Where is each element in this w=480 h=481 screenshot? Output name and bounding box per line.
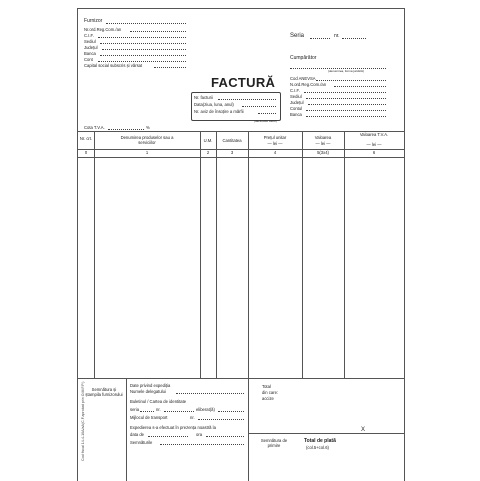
supplier-sediul-line[interactable] [100, 43, 186, 44]
buyer-anevsa-line[interactable] [316, 80, 386, 81]
buyer-anevsa-label: Cod ANEVSA [290, 76, 316, 81]
id-series-label: seria [130, 407, 140, 412]
delegate-label: Numele delegatului [130, 389, 166, 394]
transport-line[interactable] [198, 419, 244, 420]
buyer-cif-line[interactable] [304, 92, 386, 93]
header-pret-unit: — lei — [267, 141, 283, 146]
footer-divider-2 [248, 378, 249, 481]
invoice-date-label: Data(ziua, luna, anul) [194, 102, 234, 107]
series-label: Seria [290, 33, 305, 39]
shipping-label: Date privind expediția [130, 383, 171, 388]
id-nr-line[interactable] [164, 411, 194, 412]
supplier-cont-line[interactable] [98, 61, 186, 62]
supplier-judetul-line[interactable] [102, 49, 186, 50]
shipment-date-label: data de [130, 432, 144, 437]
header-cantitatea: Cantitatea [222, 138, 242, 143]
buyer-reg-line[interactable] [334, 86, 386, 87]
buyer-contul-label: Contul [290, 106, 303, 111]
table-body[interactable] [95, 158, 403, 377]
buyer-reg-label: N.ord.Reg.Com./an [290, 82, 327, 87]
header-valoarea-tva-unit: — lei — [366, 142, 382, 147]
supplier-judetul-label: Județul [84, 45, 98, 50]
of-which-label: din care: [262, 390, 279, 395]
excise-label: accize [262, 396, 274, 401]
footer-divider-1 [126, 378, 127, 481]
receipt-signature-label: Semnătura de primire [260, 438, 288, 448]
header-um: U.M. [203, 138, 213, 143]
index-col-4: 4 [273, 150, 277, 155]
total-payment-formula: (col.5+col.6) [306, 445, 329, 450]
shipment-presence-label: Expedierea s-a efectuat în prezența noastră la [130, 425, 216, 430]
buyer-name-note: (denumirea, forma juridică) [328, 69, 364, 73]
invoice-sheet [77, 8, 405, 481]
supplier-line[interactable] [106, 23, 186, 24]
series-line[interactable] [310, 38, 330, 39]
aviz-note: (dacă este cazul) [254, 119, 277, 123]
buyer-cif-label: C.I.F. [290, 88, 300, 93]
index-col-2: 2 [206, 150, 210, 155]
supplier-reg-line[interactable] [130, 31, 186, 32]
supplier-cif-label: C.I.F. [84, 33, 94, 38]
invoice-date-line[interactable] [242, 106, 276, 107]
header-valoarea-unit: — lei — [315, 141, 331, 146]
buyer-contul-line[interactable] [306, 110, 386, 111]
shipment-hour-line[interactable] [206, 436, 244, 437]
index-col-0: 0 [84, 150, 88, 155]
transport-nr-label: nr. [190, 415, 195, 420]
buyer-sediul-line[interactable] [306, 98, 386, 99]
supplier-cif-line[interactable] [98, 37, 186, 38]
signature-supplier-label: Semnătura și ștampila furnizorului [85, 387, 123, 397]
id-series-line[interactable] [140, 411, 154, 412]
total-label: Total [262, 384, 271, 389]
transport-label: Mijlocul de transport [130, 415, 168, 420]
number-label: nr. [334, 33, 340, 39]
signatures-line[interactable] [160, 444, 244, 445]
side-form-code: Cod fiscal 14-4-10A/aA(C.F.aprobat prin O.M.F.P.) [81, 381, 85, 461]
buyer-judetul-line[interactable] [308, 104, 386, 105]
supplier-reg-label: Nr.ord.Reg.Com./an [84, 27, 122, 32]
invoice-aviz-label: Nr. aviz de însoțire a mărfii [194, 109, 244, 114]
total-payment-label: Total de plată [304, 438, 336, 444]
buyer-banca-label: Banca [290, 112, 302, 117]
header-bottom-border [78, 149, 404, 150]
supplier-sediul-label: Sediul [84, 39, 96, 44]
invoice-aviz-line[interactable] [258, 113, 276, 114]
vat-percent: % [146, 125, 150, 130]
supplier-capital-line[interactable] [154, 67, 186, 68]
buyer-banca-line[interactable] [306, 116, 386, 117]
id-nr-label: nr. [156, 407, 161, 412]
id-issued-label: eliberat(ă) [196, 407, 215, 412]
supplier-capital-label: Capital social subscris și vărsat [84, 63, 143, 68]
buyer-judetul-label: Județul [290, 100, 304, 105]
id-card-label: Buletinul / Cartea de identitate [130, 399, 187, 404]
header-nr: Nr. crt. [79, 136, 93, 141]
supplier-cont-label: Cont [84, 57, 93, 62]
header-pret: Prețul unitar [263, 135, 287, 140]
shipment-hour-label: ora [196, 432, 203, 437]
table-top-border [78, 131, 404, 132]
signatures-label: Semnăturile [130, 440, 153, 445]
number-line[interactable] [342, 38, 366, 39]
delegate-name-line[interactable] [176, 393, 244, 394]
id-issued-line[interactable] [218, 411, 244, 412]
index-col-5: 5(3x4) [317, 150, 329, 155]
index-col-3: 3 [230, 150, 234, 155]
index-col-6: 6 [372, 150, 376, 155]
supplier-label: Furnizor [84, 18, 103, 24]
header-valoarea: Valoarea [314, 135, 332, 140]
footer-total-bottom [248, 433, 404, 434]
vat-rate-label: Cota T.V.A. [84, 125, 105, 130]
shipment-date-line[interactable] [148, 436, 188, 437]
buyer-sediul-label: Sediul [290, 94, 302, 99]
header-denumire: Denumirea produselor sau a serviciilor [120, 135, 174, 145]
supplier-banca-line[interactable] [100, 55, 186, 56]
header-valoarea-tva: Valoarea T.V.A. [359, 132, 389, 137]
invoice-number-label: Nr. facturii [194, 95, 213, 100]
vat-rate-line[interactable] [108, 129, 144, 130]
index-col-1: 1 [145, 150, 149, 155]
excise-x-mark: X [361, 427, 366, 433]
buyer-label: Cumpărător [290, 55, 317, 61]
invoice-number-line[interactable] [218, 99, 276, 100]
invoice-title: FACTURĂ [211, 75, 276, 90]
supplier-banca-label: Banca [84, 51, 96, 56]
